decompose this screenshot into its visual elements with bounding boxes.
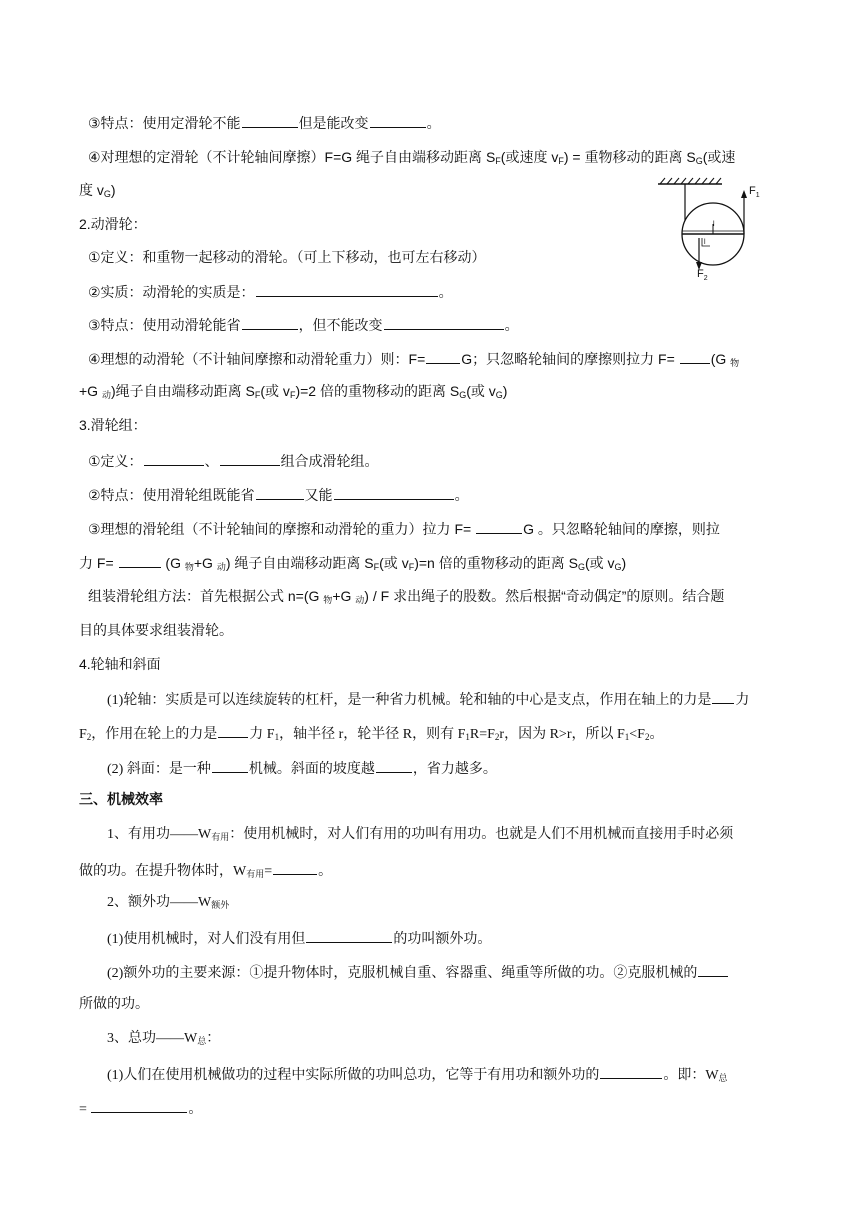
extra-work-sources: (2)额外功的主要来源：①提升物体时，克服机械自重、容器重、绳重等所做的功。②克服机械的: [107, 961, 729, 984]
answer-blank[interactable]: [242, 112, 298, 128]
pulley-block-feature: ②特点：使用滑轮组既能省 又能 。: [88, 484, 469, 505]
pulley-block-ideal: ③理想的滑轮组（不计轮轴间的摩擦和动滑轮的重力）拉力 F= G 。只忽略轮轴间的摩擦，则拉: [88, 518, 720, 539]
answer-blank[interactable]: [376, 757, 412, 773]
answer-blank[interactable]: [119, 552, 161, 568]
answer-blank[interactable]: [91, 1097, 187, 1113]
movable-pulley-definition: ①定义：和重物一起移动的滑轮。（可上下移动，也可左右移动）: [88, 249, 486, 265]
wheel-axle-definition-cont: $F_2$，作用在轮上的力是 力 $F_1$，轴半径 r，轮半径 R，则有 $F_1R=F_2r$，因为 R>r，所以 $F_1<F_2$。: [79, 722, 663, 745]
answer-blank[interactable]: [476, 518, 522, 534]
answer-blank[interactable]: [384, 314, 504, 330]
pulley-block-heading: 3.滑轮组：: [79, 417, 147, 433]
incline-definition: (2) 斜面：是一种 机械。斜面的坡度越 ，省力越多。: [107, 757, 497, 780]
answer-blank[interactable]: [256, 484, 304, 500]
answer-blank[interactable]: [698, 961, 728, 977]
total-work-definition: (1)人们在使用机械做功的过程中实际所做的功叫总功，它等于有用功和额外功的 。即：$W_总$: [107, 1063, 728, 1086]
l1-label: l: [713, 221, 715, 228]
answer-blank[interactable]: [306, 927, 392, 943]
answer-blank[interactable]: [370, 112, 426, 128]
answer-blank[interactable]: [242, 314, 298, 330]
efficiency-heading: 三、机械效率: [79, 793, 163, 808]
fixed-pulley-ideal-cont: 度 $v_G$): [79, 182, 116, 199]
movable-pulley-heading: 2.动滑轮：: [79, 216, 147, 232]
answer-blank[interactable]: [212, 757, 248, 773]
total-work-heading: 3、总功$——W_总$：: [107, 1031, 221, 1046]
answer-blank[interactable]: [256, 281, 438, 297]
pulley-block-definition: ①定义： 、 组合成滑轮组。: [88, 450, 379, 471]
useful-work-cont: 做的功。在提升物体时，$W_{有用}=$ 。: [79, 859, 332, 882]
f1-label: $F_1$: [749, 185, 760, 199]
answer-blank[interactable]: [426, 348, 460, 364]
total-work-formula: = 。: [79, 1097, 202, 1120]
answer-blank[interactable]: [218, 722, 248, 738]
fixed-pulley-feature: ③特点：使用定滑轮不能 但是能改变 。: [88, 112, 441, 133]
answer-blank[interactable]: [144, 450, 204, 466]
l2-label: l: [704, 239, 706, 246]
answer-blank[interactable]: [334, 484, 454, 500]
answer-blank[interactable]: [600, 1063, 662, 1079]
pulley-block-ideal-cont: 力 F= (G $_物$+G $_动$) 绳子自由端移动距离 $S_F$(或 $v_F)=n$ 倍的重物移动的距离 $S_G$(或 $v_G$): [79, 552, 626, 573]
answer-blank[interactable]: [220, 450, 280, 466]
answer-blank[interactable]: [712, 688, 734, 704]
pulley-block-assembly: 组装滑轮组方法：首先根据公式 n=(G $_物$+G $_动$) / F 求出绳子的股数。然后根据“奇动偶定”的原则。结合题: [88, 588, 725, 605]
answer-blank[interactable]: [273, 859, 317, 875]
wheel-axle-definition: (1)轮轴：实质是可以连续旋转的杠杆，是一种省力机械。轮和轴的中心是支点，作用在轴上的力是 力: [107, 688, 749, 711]
wheel-axle-heading: 4.轮轴和斜面: [79, 656, 161, 672]
answer-blank[interactable]: [680, 348, 710, 364]
movable-pulley-feature: ③特点：使用动滑轮能省 ，但不能改变 。: [88, 314, 519, 335]
f2-label: $F_2$: [697, 268, 708, 280]
movable-pulley-ideal: ④理想的动滑轮（不计轴间摩擦和动滑轮重力）则：F= G；只忽略轮轴间的摩擦则拉力 F= (G $_物$: [88, 348, 739, 369]
extra-work-heading: 2、额外功$——W_{额外}$: [107, 895, 230, 910]
pulley-block-assembly-cont: 目的具体要求组装滑轮。: [79, 622, 233, 638]
movable-pulley-ideal-cont: +G $_动$)绳子自由端移动距离 $S_F$(或 $v_F)=2$ 倍的重物移动的距离 $S_G$(或 $v_G$): [79, 383, 508, 400]
movable-pulley-essence: ②实质：动滑轮的实质是： 。: [88, 281, 453, 302]
useful-work-definition: 1、有用功$——W_{有用}$：使用机械时，对人们有用的功叫有用功。也就是人们不用机械而直接用手时必须: [107, 827, 734, 842]
extra-work-definition: (1)使用机械时，对人们没有用但 的功叫额外功。: [107, 927, 491, 950]
fixed-pulley-ideal: ④对理想的定滑轮（不计轮轴间摩擦）F=G 绳子自由端移动距离 $S_F$(或速度 $v_F$) = 重物移动的距离 $S_G$(或速: [88, 149, 736, 166]
pulley-lever-diagram: [652, 176, 770, 280]
extra-work-sources-cont: 所做的功。: [79, 997, 149, 1012]
